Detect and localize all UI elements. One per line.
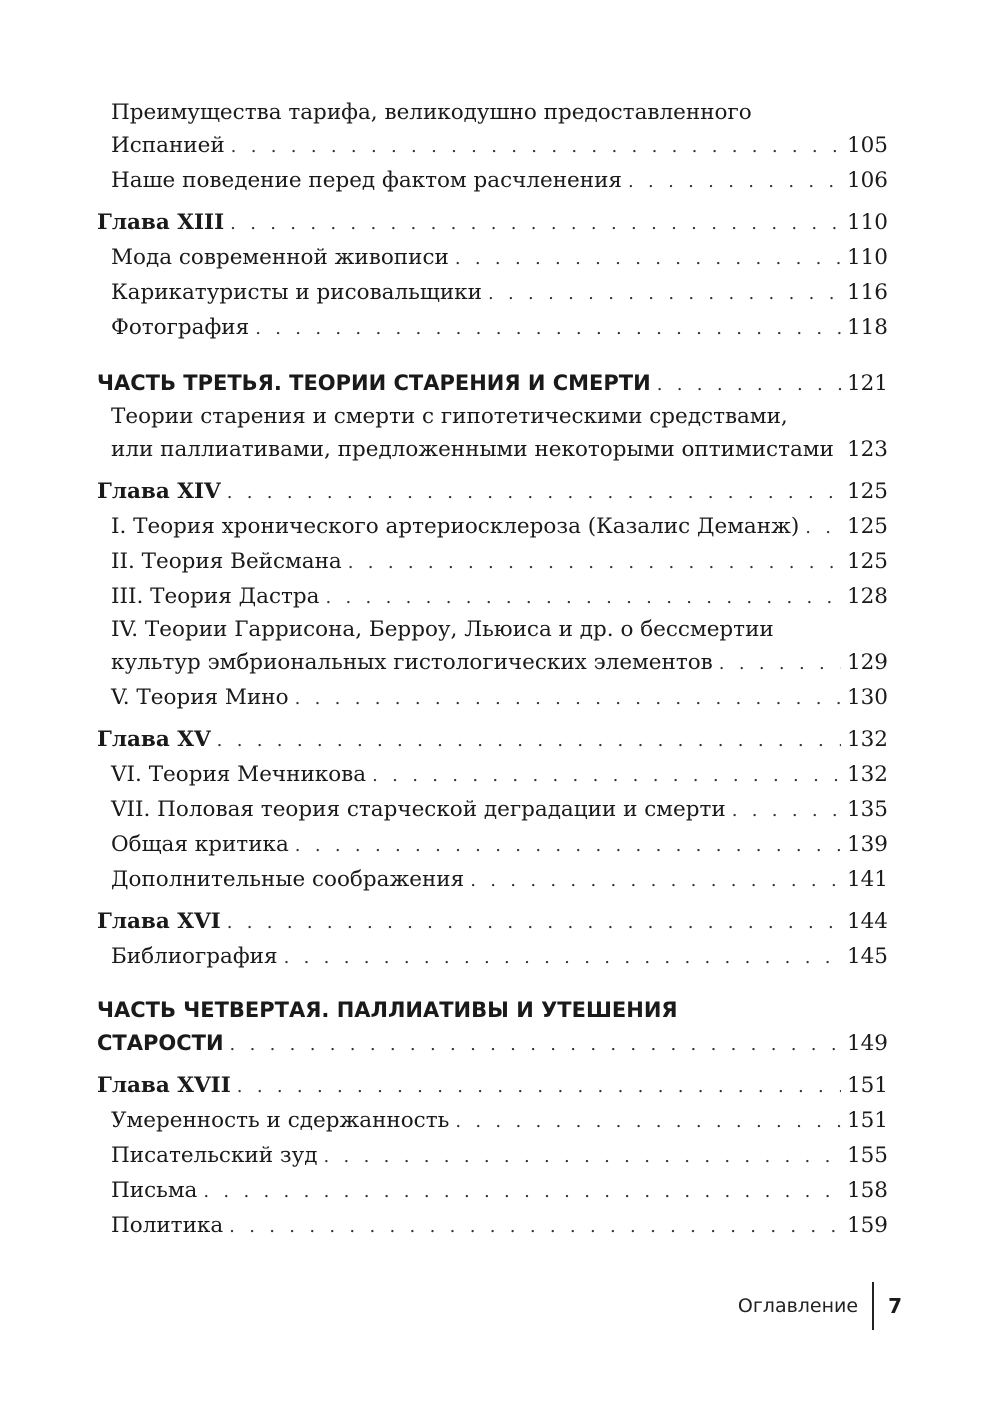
toc-entry-line	[97, 544, 888, 579]
toc-subentry	[97, 163, 888, 198]
toc-subentry	[97, 579, 888, 614]
toc-entry-line	[97, 757, 888, 792]
toc-page-number: 155	[846, 1143, 888, 1168]
toc-entry-line	[97, 862, 888, 897]
toc-entry-title: Глава XV	[97, 727, 211, 752]
toc-entry-line	[97, 827, 888, 862]
toc-page-number: 135	[846, 797, 888, 822]
toc-entry-title: Испанией	[111, 133, 225, 158]
running-footer-label: Оглавление	[737, 1295, 859, 1317]
toc-entry-title-first-line: Преимущества тарифа, великодушно предоставленного	[111, 100, 752, 125]
toc-subentry	[97, 97, 888, 163]
toc-entry-line	[97, 579, 888, 614]
toc-page-number: 159	[846, 1213, 888, 1238]
toc-entry-title: Глава XIII	[97, 210, 225, 235]
toc-entry-line	[97, 1173, 888, 1208]
toc-entry-title: Политика	[111, 1213, 224, 1238]
toc-entry-line	[97, 163, 888, 198]
toc-entry-line	[97, 645, 888, 680]
toc-page-number: 128	[846, 584, 888, 609]
toc-entry-title: Письма	[111, 1178, 198, 1203]
toc-entry-title: Карикатуристы и рисовальщики	[111, 280, 482, 305]
dot-leader	[719, 646, 841, 681]
dot-leader	[230, 1027, 841, 1062]
toc-entry-title: Дополнительные соображения	[111, 867, 465, 892]
toc-page-number: 106	[846, 168, 888, 193]
toc-entry-title-first-line: IV. Теории Гаррисона, Берроу, Льюиса и др. о бессмертии	[111, 617, 774, 642]
toc-page-number: 121	[846, 371, 888, 396]
dot-leader	[229, 1209, 841, 1244]
toc-subentry	[97, 401, 888, 467]
toc-entry-title: Умеренность и сдержанность	[111, 1108, 450, 1133]
toc-entry-line	[97, 128, 888, 163]
dot-leader	[237, 1069, 841, 1104]
dot-leader	[295, 681, 841, 716]
toc-subentry	[97, 862, 888, 897]
toc-page-number: 158	[846, 1178, 888, 1203]
toc-entry-title: Глава XVI	[97, 909, 221, 934]
toc-entry-line	[97, 366, 888, 401]
toc-entry-title: Глава XIV	[97, 479, 221, 504]
toc-part-entry	[97, 366, 888, 401]
toc-subentry	[97, 310, 888, 345]
toc-entry-title: VI. Теория Мечникова	[111, 762, 367, 787]
dot-leader	[203, 1174, 841, 1209]
toc-entry-title: Общая критика	[111, 832, 289, 857]
toc-entry-line	[97, 1138, 888, 1173]
toc-page-number: 149	[846, 1031, 888, 1056]
toc-subentry	[97, 544, 888, 579]
toc-subentry	[97, 1173, 888, 1208]
toc-entry-title: культур эмбриональных гистологических элементов	[111, 650, 713, 675]
toc-chapter-entry	[97, 205, 888, 240]
toc-subentry	[97, 1138, 888, 1173]
toc-chapter-entry	[97, 904, 888, 939]
toc-entry-title: СТАРОСТИ	[97, 1031, 224, 1055]
toc-entry-line	[97, 1208, 888, 1243]
toc-page-number: 118	[846, 315, 888, 340]
toc-entry-line	[97, 310, 888, 345]
toc-subentry	[97, 614, 888, 680]
toc-page-number: 129	[846, 650, 888, 675]
toc-entry-line	[97, 205, 888, 240]
toc-entry-title: ЧАСТЬ ТРЕТЬЯ. ТЕОРИИ СТАРЕНИЯ И СМЕРТИ	[97, 371, 651, 395]
dot-leader	[840, 433, 841, 468]
dot-leader	[255, 311, 841, 346]
toc-entry-line	[97, 474, 888, 509]
toc-page-number: 105	[846, 133, 888, 158]
toc-entry-title: VII. Половая теория старческой деградации и смерти	[111, 797, 726, 822]
dot-leader	[488, 276, 841, 311]
toc-page-number: 116	[846, 280, 888, 305]
dot-leader	[372, 758, 841, 793]
toc-entry-title: III. Теория Дастра	[111, 584, 320, 609]
toc-entry-title-first-line: ЧАСТЬ ЧЕТВЕРТАЯ. ПАЛЛИАТИВЫ И УТЕШЕНИЯ	[97, 998, 678, 1022]
toc-page-number: 125	[846, 549, 888, 574]
toc-subentry	[97, 680, 888, 715]
toc-entry-line	[97, 240, 888, 275]
dot-leader	[455, 241, 841, 276]
toc-subentry	[97, 1208, 888, 1243]
toc-entry-title: II. Теория Вейсмана	[111, 549, 342, 574]
dot-leader	[295, 828, 841, 863]
toc-page-number: 125	[846, 479, 888, 504]
dot-leader	[348, 545, 841, 580]
toc-page-number: 141	[846, 867, 888, 892]
toc-subentry	[97, 1103, 888, 1138]
toc-subentry	[97, 827, 888, 862]
toc-entry-title: Мода современной живописи	[111, 245, 449, 270]
toc-subentry	[97, 240, 888, 275]
toc-page-number: 145	[846, 944, 888, 969]
toc-entry-title: I. Теория хронического артериосклероза (Казалис Деманж)	[111, 514, 800, 539]
toc-entry-line	[97, 275, 888, 310]
toc-subentry	[97, 939, 888, 974]
toc-entry-line	[97, 904, 888, 939]
toc-page-number: 110	[846, 245, 888, 270]
toc-entry-title-first-line: Теории старения и смерти с гипотетическими средствами,	[111, 404, 788, 429]
dot-leader	[628, 164, 841, 199]
dot-leader	[217, 723, 841, 758]
toc-page-number: 151	[846, 1073, 888, 1098]
toc-page-number: 139	[846, 832, 888, 857]
dot-leader	[455, 1104, 841, 1139]
toc-entry-title: Фотография	[111, 315, 250, 340]
dot-leader	[657, 367, 841, 402]
toc-chapter-entry	[97, 474, 888, 509]
toc-subentry	[97, 757, 888, 792]
toc-page-number: 125	[846, 514, 888, 539]
toc-chapter-entry	[97, 1068, 888, 1103]
dot-leader	[732, 793, 841, 828]
toc-subentry	[97, 792, 888, 827]
dot-leader	[230, 206, 841, 241]
toc-part-entry	[97, 995, 888, 1061]
toc-entry-line	[97, 939, 888, 974]
toc-page-number: 132	[846, 727, 888, 752]
toc-entry-line	[97, 1068, 888, 1103]
toc-page-number: 123	[846, 437, 888, 462]
toc-entry-line	[97, 1103, 888, 1138]
toc-entry-line	[97, 432, 888, 467]
toc-entry-title: Глава XVII	[97, 1073, 231, 1098]
toc-entry-title: или паллиативами, предложенными некоторыми оптимистами	[111, 437, 834, 462]
dot-leader	[227, 475, 841, 510]
dot-leader	[284, 940, 841, 975]
dot-leader	[324, 1139, 841, 1174]
toc-entry-line	[97, 680, 888, 715]
toc-page-number: 110	[846, 210, 888, 235]
table-of-contents	[97, 97, 888, 1243]
dot-leader	[231, 129, 841, 164]
dot-leader	[805, 510, 841, 545]
toc-page-number: 144	[846, 909, 888, 934]
toc-entry-title: V. Теория Мино	[111, 685, 289, 710]
toc-entry-line	[97, 1026, 888, 1061]
toc-subentry	[97, 509, 888, 544]
toc-entry-line	[97, 722, 888, 757]
toc-entry-title: Писательский зуд	[111, 1143, 318, 1168]
dot-leader	[325, 580, 840, 615]
toc-entry-title: Наше поведение перед фактом расчленения	[111, 168, 622, 193]
toc-chapter-entry	[97, 722, 888, 757]
toc-page-number: 132	[846, 762, 888, 787]
toc-subentry	[97, 275, 888, 310]
page-number: 7	[888, 1294, 902, 1318]
toc-entry-line	[97, 509, 888, 544]
page-footer	[738, 1282, 902, 1330]
dot-leader	[470, 863, 841, 898]
toc-page-number: 151	[846, 1108, 888, 1133]
toc-page-number: 130	[846, 685, 888, 710]
toc-entry-line	[97, 792, 888, 827]
dot-leader	[227, 905, 841, 940]
toc-entry-title: Библиография	[111, 944, 278, 969]
